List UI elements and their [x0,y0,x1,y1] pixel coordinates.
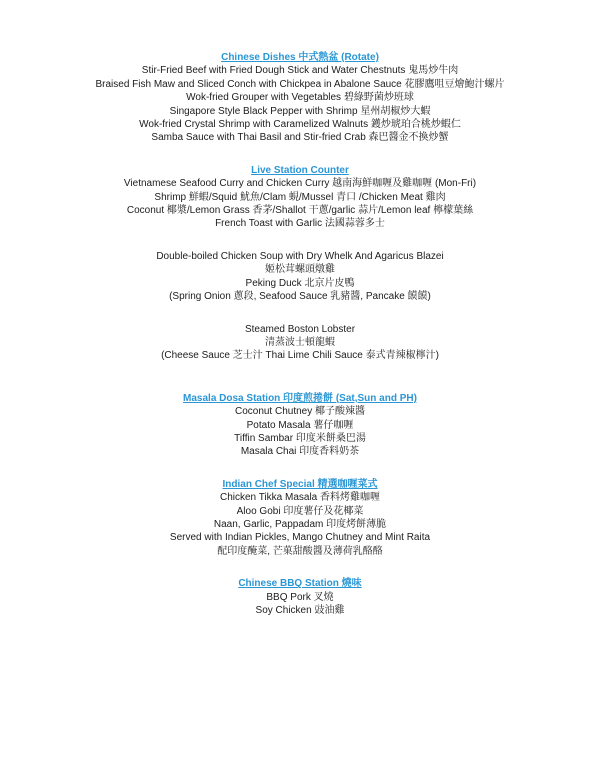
menu-line: (Spring Onion 蔥段, Seafood Sauce 乳豬醬, Pancake 饃饃) [169,291,431,303]
menu-line: 配印度醃菜, 芒菓甜酸醬及薄荷乳酪酪 [217,545,383,557]
menu-line: Braised Fish Maw and Sliced Conch with Chickpea in Abalone Sauce 花膠鷹咀豆燴鮑汁螺片 [95,78,505,90]
menu-line: Steamed Boston Lobster [244,323,356,335]
menu-section-chinese-dishes [0,51,600,145]
menu-line: Masala Chai 印度香料奶茶 [240,446,360,458]
menu-section-chinese-bbq [0,577,600,617]
menu-line: Naan, Garlic, Pappadam 印度烤餅薄脆 [213,518,387,530]
menu-line: Chicken Tikka Masala 香料烤雞咖喱 [219,492,381,504]
menu-line: Shrimp 鮮蝦/Squid 魷魚/Clam 蜆/Mussel 青口 /Chicken Meat 雞肉 [154,191,446,203]
menu-line: Wok-fried Grouper with Vegetables 碧綠野菌炒班球 [186,92,414,104]
menu-line: 姬松茸螺頭燉雞 [265,264,335,276]
menu-section-indian-chef-special [0,478,600,558]
menu-line: Singapore Style Black Pepper with Shrimp 星州胡椒炒大蝦 [169,105,431,117]
menu-section-masala-dosa [0,392,600,459]
menu-line: 清蒸波士頓龍蝦 [265,336,335,348]
menu-line: Vietnamese Seafood Curry and Chicken Curry 越南海鮮咖喱及雞咖喱 (Mon-Fri) [123,178,477,190]
menu-line: (Cheese Sauce 芝士汁 Thai Lime Chili Sauce 泰式青辣椒檸汁) [161,350,439,362]
section-heading: Chinese Dishes 中式熱盆 (Rotate) [221,52,379,63]
menu-line: Peking Duck 北京片皮鴨 [245,277,355,289]
menu-line: Stir-Fried Beef with Fried Dough Stick and Water Chestnuts 鬼馬炒牛肉 [141,65,459,77]
menu-line: Served with Indian Pickles, Mango Chutney and Mint Raita [169,532,431,544]
menu-section-lobster [0,323,600,363]
menu-line: Tiffin Sambar 印度米餅桑巴湯 [234,432,366,444]
menu-section-soup-and-duck [0,250,600,304]
section-heading: Chinese BBQ Station 燒味 [238,578,362,590]
menu-line: Coconut 椰漿/Lemon Grass 香茅/Shallot 干蔥/garlic 蒜片/Lemon leaf 檸檬葉絲 [126,205,474,217]
menu-line: Coconut Chutney 椰子酸辣醬 [234,406,366,418]
menu-line: Soy Chicken 豉油雞 [255,605,345,616]
menu-section-live-station [0,164,600,231]
section-heading: Masala Dosa Station 印度煎捲餅 (Sat,Sun and PH) [183,392,417,404]
menu-line: Samba Sauce with Thai Basil and Stir-fried Crab 森巴醬金不換炒蟹 [151,132,449,144]
section-heading: Indian Chef Special 精選咖喱菜式 [222,478,378,490]
menu-line: Wok-fried Crystal Shrimp with Caramelized Walnuts 鑊炒琥珀合桃炒蝦仁 [139,119,461,131]
menu-line: Double-boiled Chicken Soup with Dry Whelk And Agaricus Blazei [156,250,444,262]
section-heading: Live Station Counter [251,164,349,176]
menu-line: Potato Masala 薯仔咖喱 [246,419,354,431]
menu-line: French Toast with Garlic 法國蒜蓉多士 [215,218,385,230]
menu-line: BBQ Pork 叉燒 [266,591,334,603]
menu-line: Aloo Gobi 印度薯仔及花椰菜 [236,505,364,517]
